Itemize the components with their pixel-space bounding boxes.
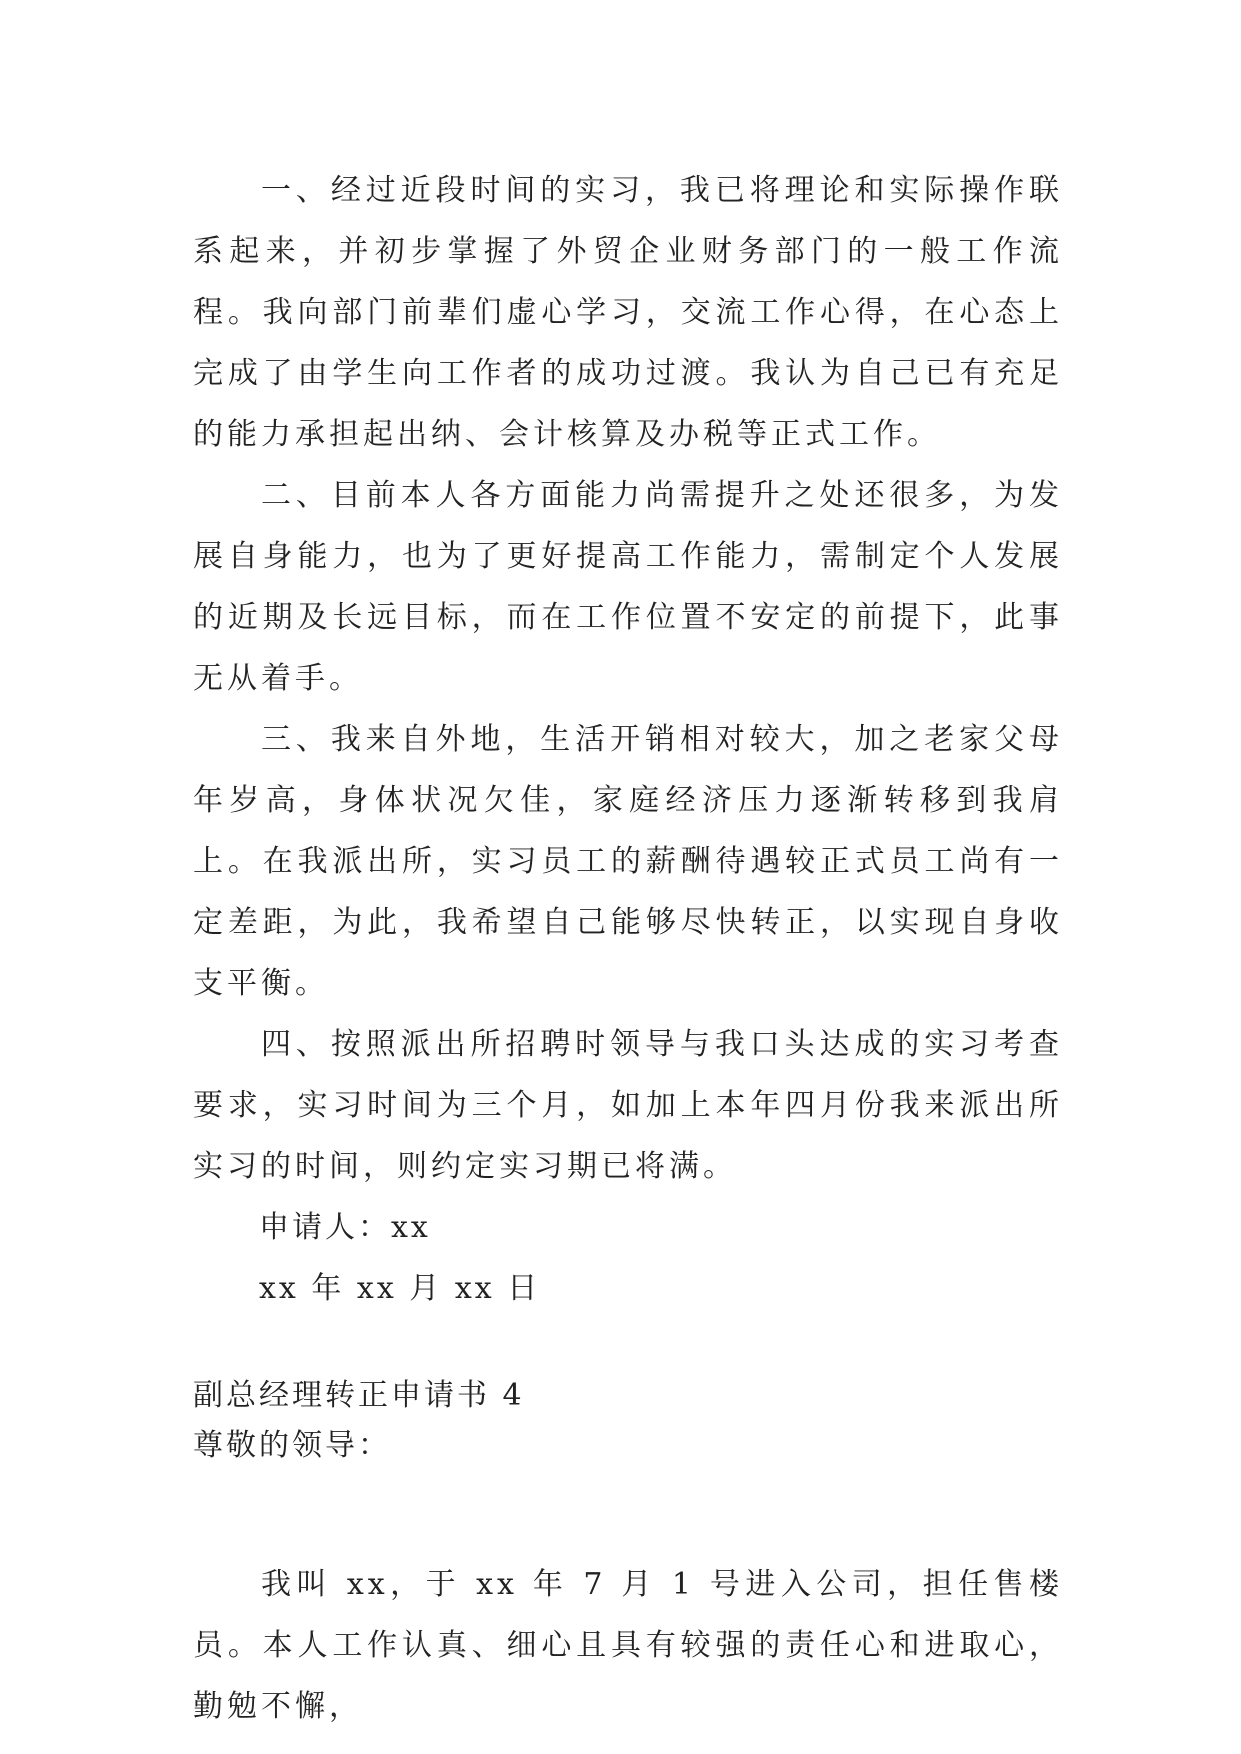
paragraph-1: 一、经过近段时间的实习，我已将理论和实际操作联系起来，并初步掌握了外贸企业财务部门的一般工作流程。我向部门前辈们虚心学习，交流工作心得，在心态上完成了由学生向工作者的成功过渡。我认为自己已有充足的能力承担起出纳、会计核算及办税等正式工作。 (193, 173, 1063, 452)
date-line: xx 年 xx 月 xx 日 (259, 1271, 541, 1306)
paragraph-4: 四、按照派出所招聘时领导与我口头达成的实习考查要求，实习时间为三个月，如加上本年四月份我来派出所实习的时间，则约定实习期已将满。 (193, 1027, 1063, 1184)
document-page (193, 160, 1063, 1737)
paragraph-3: 三、我来自外地，生活开销相对较大，加之老家父母年岁高，身体状况欠佳，家庭经济压力逐渐转移到我肩上。在我派出所，实习员工的薪酬待遇较正式员工尚有一定差距，为此，我希望自己能够尽快转正，以实现自身收支平衡。 (193, 722, 1063, 1001)
applicant-line: 申请人：xx (259, 1210, 431, 1245)
body-paragraph: 我叫 xx，于 xx 年 7 月 1 号进入公司，担任售楼员。本人工作认真、细心且具有较强的责任心和进取心，勤勉不懈， (193, 1567, 1063, 1724)
spacer (193, 1319, 1063, 1371)
section-title: 副总经理转正申请书 4 (193, 1378, 525, 1413)
paragraph-2: 二、目前本人各方面能力尚需提升之处还很多，为发展自身能力，也为了更好提高工作能力，需制定个人发展的近期及长远目标，而在工作位置不安定的前提下，此事无从着手。 (193, 478, 1063, 696)
salutation: 尊敬的领导： (193, 1428, 391, 1463)
spacer (193, 1471, 1063, 1554)
